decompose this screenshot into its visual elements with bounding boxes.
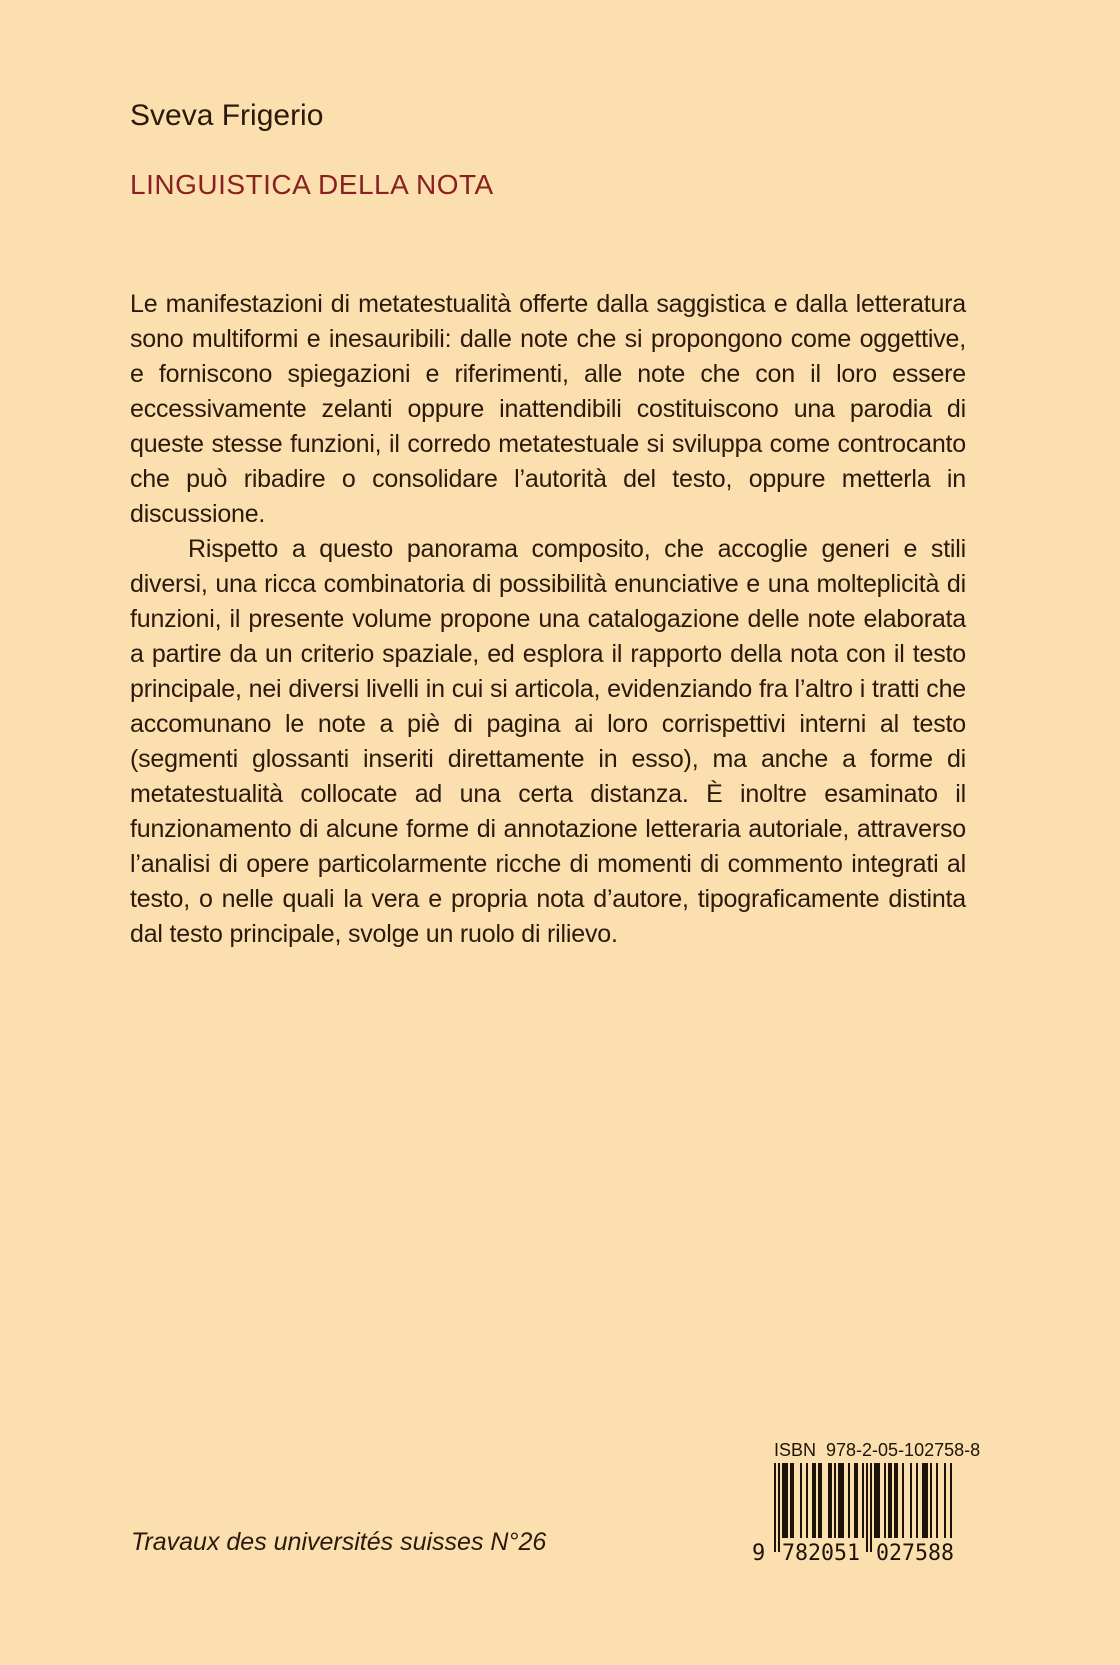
barcode-bar — [856, 1463, 858, 1538]
barcode-bar — [916, 1463, 918, 1538]
barcode-bar — [806, 1463, 808, 1538]
author-name: Sveva Frigerio — [130, 99, 324, 132]
barcode-bar — [830, 1463, 832, 1538]
barcode-bar — [828, 1463, 830, 1538]
barcode-bar — [876, 1463, 878, 1538]
blurb — [130, 287, 966, 952]
isbn-barcode-block — [748, 1440, 981, 1565]
barcode-bar — [838, 1463, 840, 1538]
book-title: LINGUISTICA DELLA NOTA — [130, 169, 494, 200]
barcode-bar — [812, 1463, 814, 1538]
barcode-bar — [890, 1463, 892, 1538]
barcode-bar — [854, 1463, 856, 1538]
ean13-barcode — [748, 1463, 966, 1565]
barcode-bar — [926, 1463, 928, 1538]
barcode-bar — [842, 1463, 844, 1538]
series-title: Travaux des universités suisses N°26 — [131, 1528, 547, 1556]
barcode-bar — [944, 1463, 946, 1538]
barcode-bar — [792, 1463, 794, 1538]
barcode-bar — [878, 1463, 880, 1538]
barcode-digits-right: 027588 — [876, 1541, 954, 1565]
isbn-label: ISBN 978-2-05-102758-8 — [774, 1440, 981, 1460]
barcode-digit-lead: 9 — [752, 1541, 766, 1565]
barcode-bar — [896, 1463, 898, 1538]
barcode-bar — [834, 1463, 836, 1538]
barcode-bar — [784, 1463, 786, 1538]
barcode-digits-left: 782051 — [782, 1541, 860, 1565]
barcode-bar — [818, 1463, 820, 1538]
barcode-bar — [930, 1463, 932, 1538]
barcode-bar — [902, 1463, 904, 1538]
blurb-paragraph-2: Rispetto a questo panorama composito, che accoglie generi e stili diversi, una ricca combinatoria di possibilità enunciative e una molteplicità di funzioni, il presente volume propone una catalogazione delle note elaborata a partire da un criterio spaziale, ed esplora il rapporto della nota con il testo principale, nei diversi livelli in cui si articola, evidenziando fra l’altro i tratti che accomunano le note a piè di pagina ai loro corrispettivi interni al testo (segmenti glossanti inseriti direttamente in esso), ma anche a forme di metatestualità collocate ad una certa distanza. È inoltre esaminato il funzionamento di alcune forme di annotazione letteraria autoriale, attraverso l’analisi di opere particolarmente ricche di momenti di commento integrati al testo, o nelle quali la vera e propria nota d’autore, tipograficamente distinta dal testo principale, svolge un ruolo di rilievo. — [130, 535, 966, 948]
blurb-paragraph-1: Le manifestazioni di metatestualità offerte dalla saggistica e dalla letteratura sono multiformi e inesauribili: dalle note che si propongono come oggettive, e forniscono spiegazioni e riferimenti, alle note che con il loro essere eccessivamente zelanti oppure inattendibili costituiscono una parodia di queste stesse funzioni, il corredo metatestuale si sviluppa come controcanto che può ribadire o consolidare l’autorità del testo, oppure metterla in discussione. — [130, 290, 966, 528]
barcode-bar — [814, 1463, 816, 1538]
barcode-bar — [800, 1463, 802, 1538]
barcode-bar — [840, 1463, 842, 1538]
barcode-bar — [862, 1463, 864, 1538]
barcode-bar — [786, 1463, 788, 1538]
barcode-bar — [820, 1463, 822, 1538]
barcode-bar — [778, 1463, 780, 1552]
barcode-bar — [848, 1463, 850, 1538]
barcode-bar — [870, 1463, 872, 1552]
barcode-bar — [884, 1463, 886, 1538]
barcode-bar — [922, 1463, 924, 1538]
barcode-bar — [910, 1463, 912, 1538]
barcode-bar — [924, 1463, 926, 1538]
barcode-bar — [866, 1463, 868, 1552]
barcode-bar — [936, 1463, 938, 1538]
barcode-bar — [950, 1463, 952, 1538]
barcode-bar — [774, 1463, 776, 1552]
barcode-bar — [790, 1463, 792, 1538]
barcode-bar — [888, 1463, 890, 1538]
barcode-bar — [894, 1463, 896, 1538]
barcode-bar — [874, 1463, 876, 1538]
barcode-bar — [782, 1463, 784, 1538]
